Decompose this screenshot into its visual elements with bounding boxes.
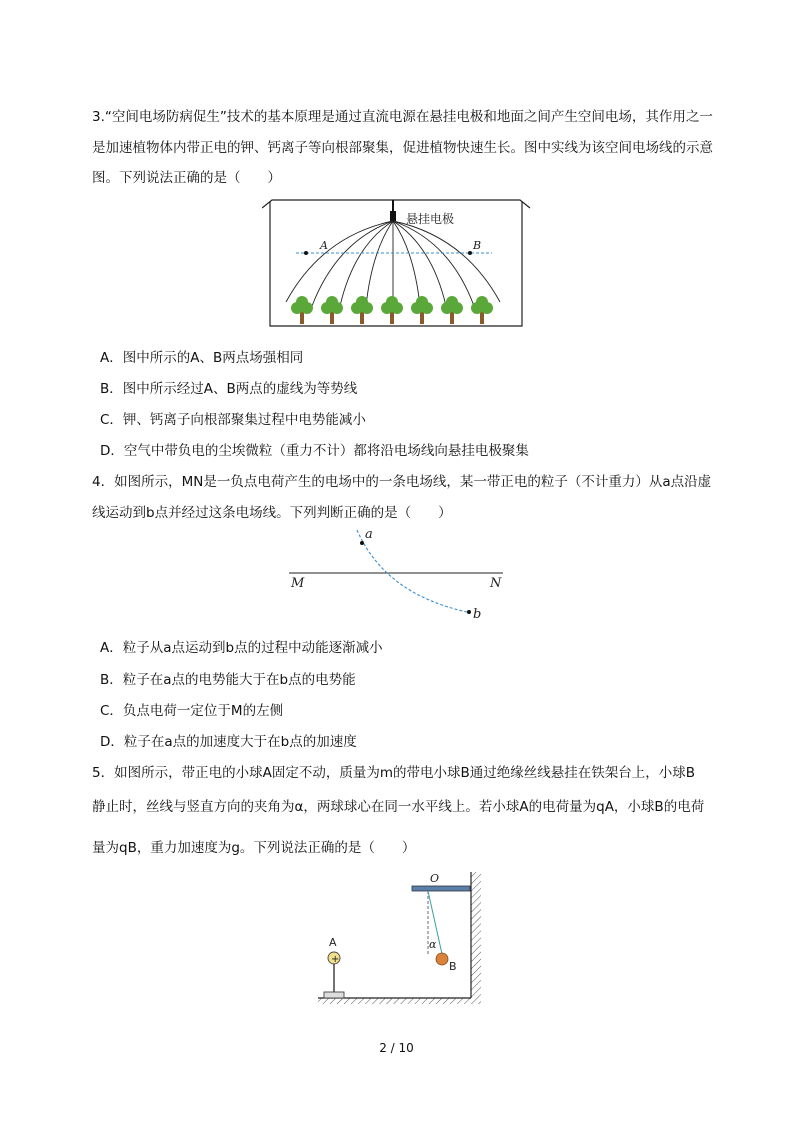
q5-stem-line-3: 量为qB，重力加速度为g。下列说法正确的是（ ） [92, 840, 416, 856]
q4-field-line-figure [285, 524, 510, 620]
point-a-label: A [320, 239, 328, 252]
electrode-label: 悬挂电极 [406, 212, 455, 226]
q4-option-a[interactable]: A．粒子从a点运动到b点的过程中动能逐渐减小 [100, 640, 383, 656]
q4-option-c[interactable]: C．负点电荷一定位于M的左侧 [100, 703, 284, 719]
q5-stem-line-2: 静止时，丝线与竖直方向的夹角为α，两球球心在同一水平线上。若小球A的电荷量为qA，小球B的电荷 [92, 799, 705, 815]
trees [291, 296, 493, 324]
label-alpha: α [429, 938, 437, 951]
q3-field-figure [262, 196, 532, 332]
plus-sign: + [331, 954, 340, 965]
q4-option-d[interactable]: D．粒子在a点的加速度大于在b点的加速度 [100, 734, 357, 750]
q5-stem-line-1: 5．如图所示，带正电的小球A固定不动，质量为m的带电小球B通过绝缘丝线悬挂在铁架台上，小球B [92, 765, 695, 781]
label-n: N [490, 576, 502, 591]
q4-option-b[interactable]: B．粒子在a点的电势能大于在b点的电势能 [100, 672, 356, 688]
q3-stem-line-2: 是加速植物体内带正电的钾、钙离子等向根部聚集，促进植物快速生长。图中实线为该空间电场线的示意 [92, 140, 713, 156]
q3-option-a[interactable]: A．图中所示的A、B两点场强相同 [100, 350, 304, 366]
label-a: a [365, 527, 373, 542]
q3-stem-line-1: 3.“空间电场防病促生”技术的基本原理是通过直流电源在悬挂电极和地面之间产生空间电场，其作用之一 [92, 109, 713, 125]
q3-stem-line-3: 图。下列说法正确的是（ ） [92, 170, 281, 186]
page-number: 2 / 10 [379, 1041, 414, 1055]
q3-option-b[interactable]: B．图中所示经过A、B两点的虚线为等势线 [100, 381, 358, 397]
q3-option-d[interactable]: D．空气中带负电的尘埃微粒（重力不计）都将沿电场线向悬挂电极聚集 [100, 443, 529, 459]
label-b: b [473, 607, 482, 620]
q4-stem-line-2: 线运动到b点并经过这条电场线。下列判断正确的是（ ） [92, 505, 452, 521]
label-ball-b: B [449, 960, 457, 973]
q4-stem-line-1: 4．如图所示，MN是一负点电荷产生的电场中的一条电场线，某一带正电的粒子（不计重力）从a点沿虚 [92, 474, 712, 490]
q5-pendulum-figure [312, 866, 492, 1006]
label-ball-a: A [329, 936, 337, 949]
point-b-label: B [473, 239, 482, 252]
label-o: O [430, 872, 440, 885]
q3-option-c[interactable]: C．钾、钙离子向根部聚集过程中电势能减小 [100, 412, 366, 428]
label-m: M [291, 576, 305, 591]
